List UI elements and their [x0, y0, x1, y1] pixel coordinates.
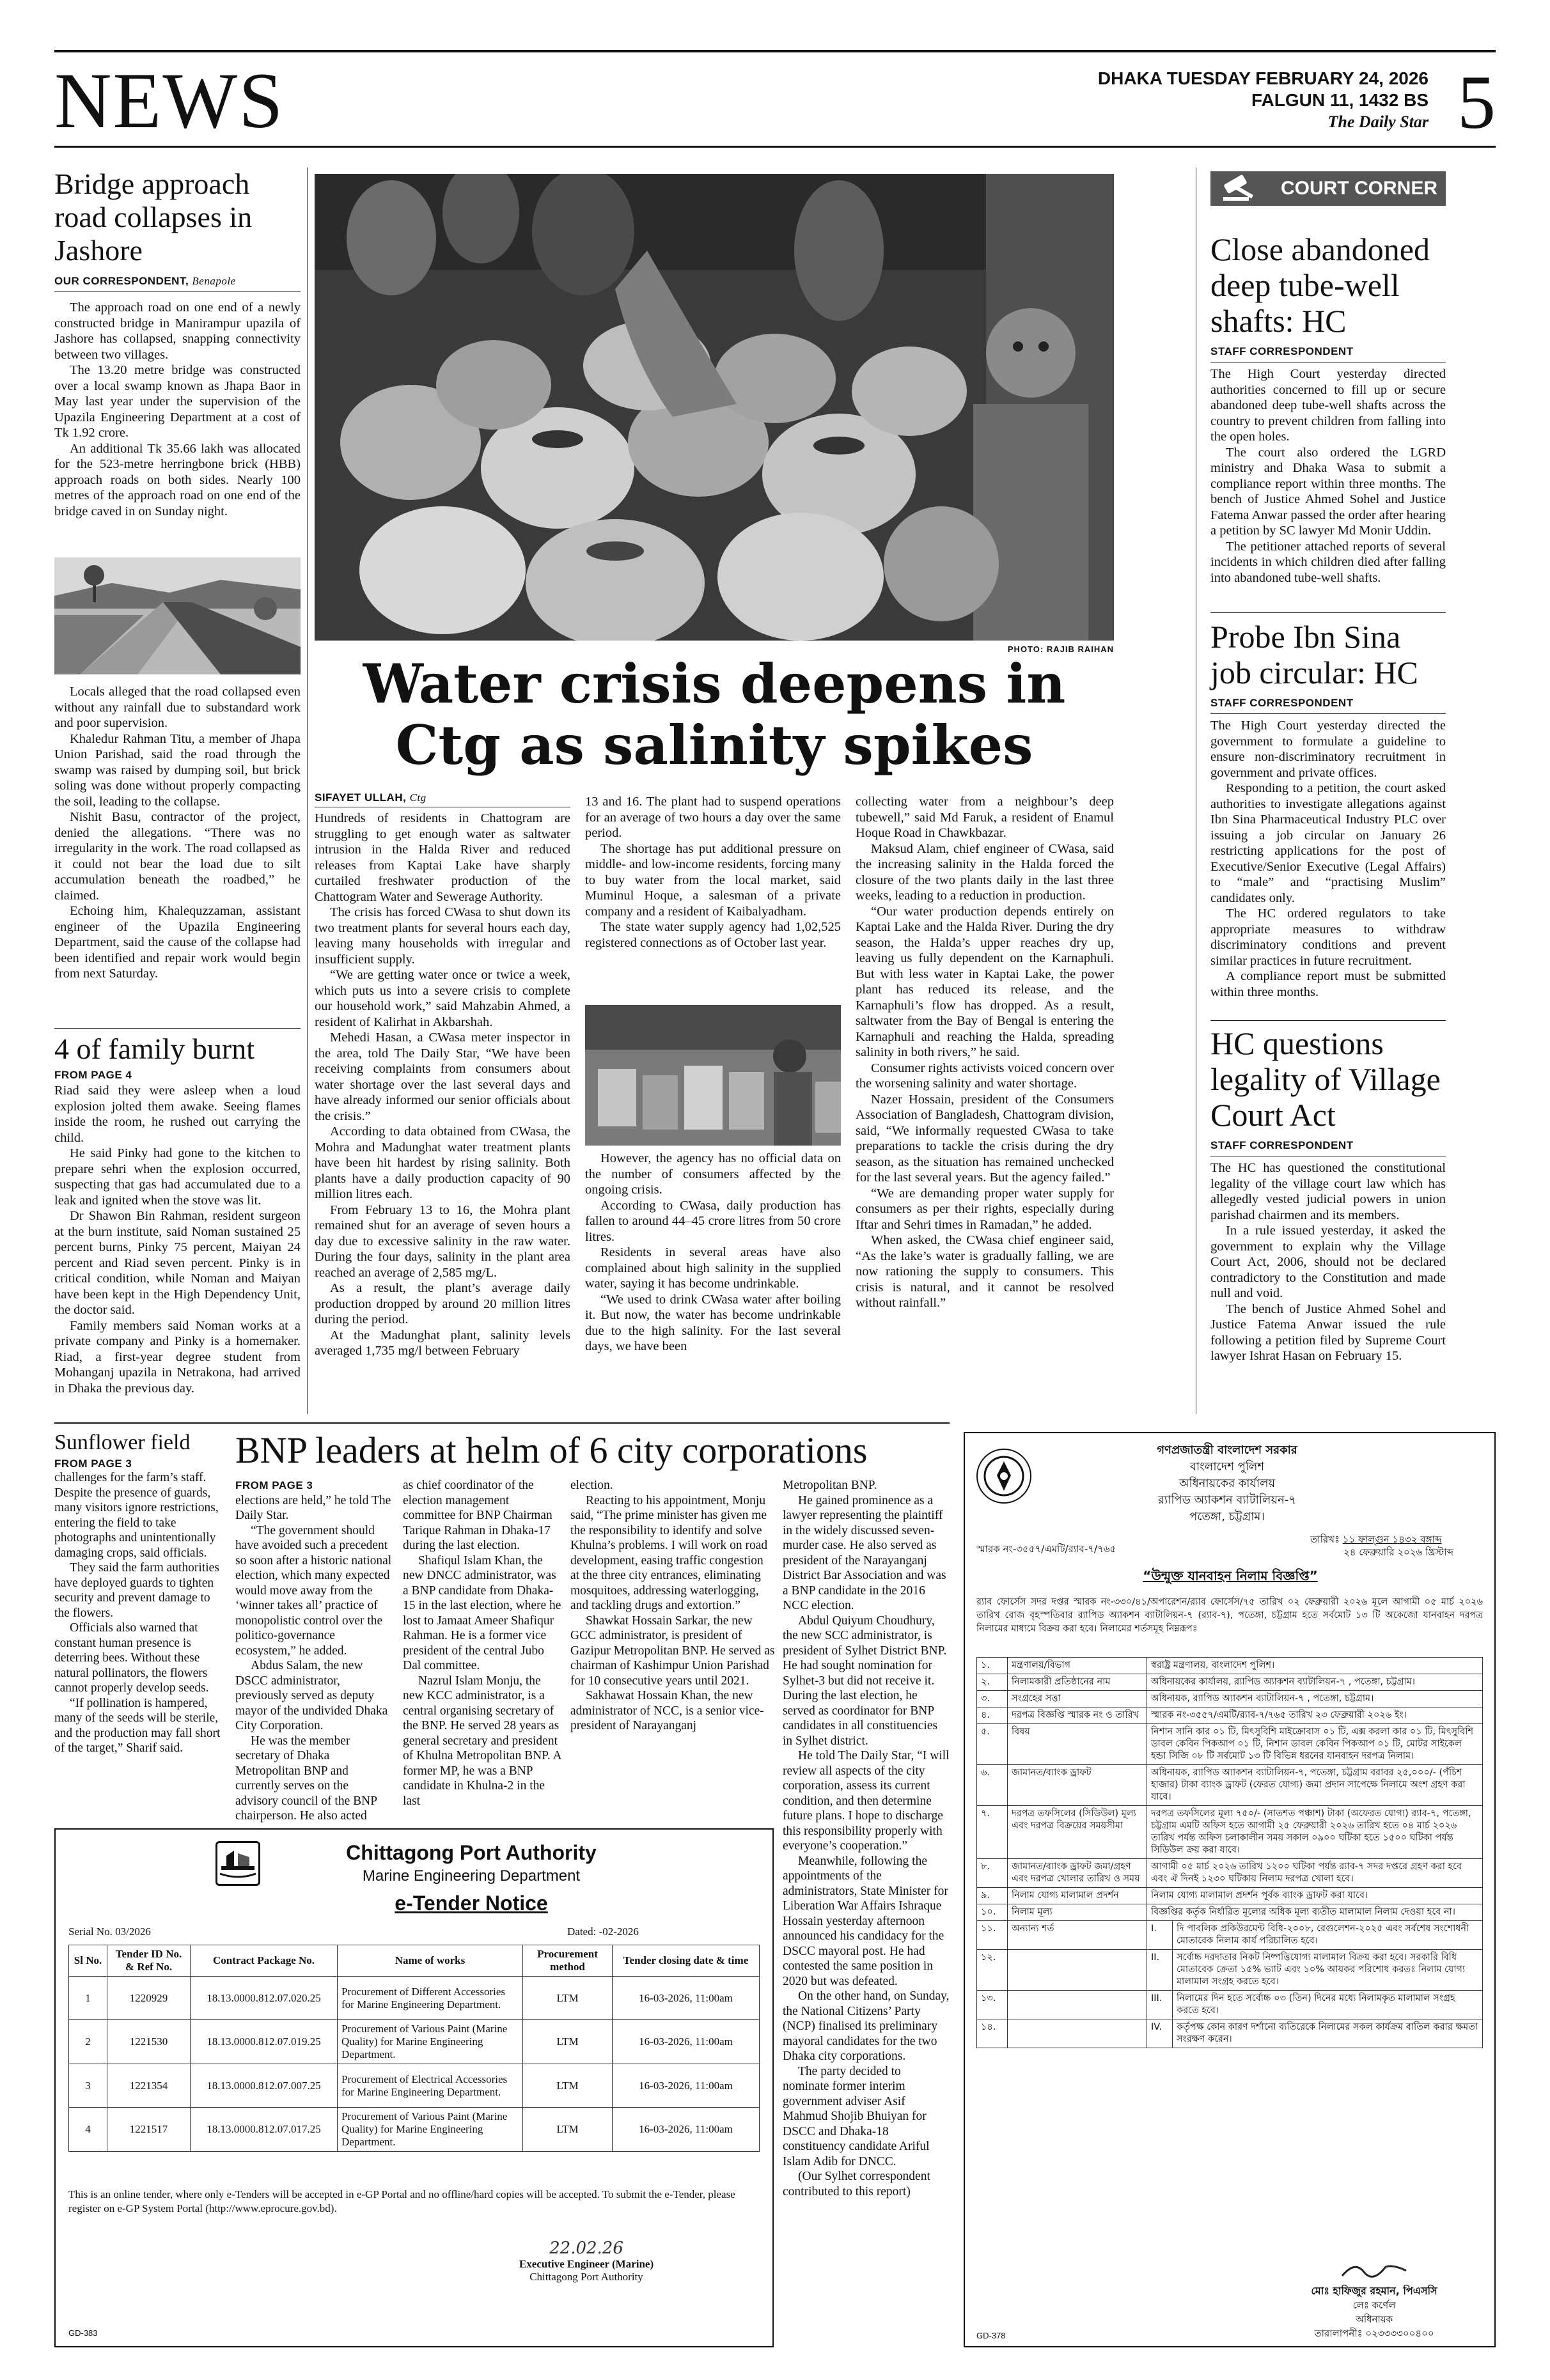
table-row: ৪. দরপত্র বিজ্ঞপ্তি স্মারক নং ও তারিখ স্মারক নং-৩৫৫৭/এমটি/র‌্যাব-৭/৭৬৫ তারিখ ২৩ ফেব্রুয়ারী ২০২৬ ইং। [977, 1707, 1483, 1724]
bridge-byline: OUR CORRESPONDENT, Benapole [54, 275, 301, 292]
bridge-headline: Bridge approach road collapses in Jashore [54, 167, 253, 267]
sunflower-jump: FROM PAGE 3 [54, 1458, 132, 1470]
masthead-bottom-rule [54, 146, 1496, 148]
court-2-body: The High Court yesterday directed the government to formulate a guideline to ensure non-discriminatory recruitment in government and private offices. Responding to a petition, the court asked authorities to investigate allegations against Ibn Sina Pharmaceutical Industry PLC over issuing a job circular on January 26 restricting applications for the post of Executive/Senior Executive (Legal Affairs) to “male” and “practising Muslim” candidates only. The HC ordered regulators to take appropriate measures to withdraw discriminatory conditions and prevent similar practices in future recruitment. A compliance report must be submitted within three months. [1210, 719, 1446, 999]
water-crisis-photo [315, 174, 1114, 641]
court-story-2 [1210, 619, 1446, 1000]
table-row: 2 1221530 18.13.0000.812.07.019.25 Procurement of Various Paint (Marine Quality) for Marine Engineering Department. LTM 16-03-2026, 11:00am [69, 2020, 760, 2064]
water-col-1: Hundreds of residents in Chattogram are struggling to get enough water as saltwater intrusion in the Halda River and reduced releases from Kaptai Lake have sharply curtailed freshwater production of the Chattogram Water and Sewerage Authority. The crisis has forced CWasa to shut down its two treatment plants for several hours each day, leaving many households with irregular and insufficient supply. “We are getting water once or twice a week, which puts us into a severe crisis to complete our household work,” said Mahzabin Ahmed, a resident of Kalirhat in Akbarshah. Mehedi Hasan, a CWasa meter inspector in the area, told The Daily Star, “We have been receiving complaints from consumers about water shortage over the last several days and have already informed our senior officials about the crisis.” According to data obtained from CWasa, the Mohra and Madunghat water treatment plants have been hit hardest by rising salinity. Both plants have a daily production capacity of 90 million litres each. From February 13 to 16, the Mohra plant remained shut for an average of seven hours a day due to excessive salinity in the raw water. During the four days, salinity in the plant area reached an average of 2,585 mg/L. As a result, the plant’s average daily production dropped by around 20 million litres during the period. At the Madunghat plant, salinity levels averaged 1,735 mg/l between February [315, 811, 570, 1358]
tender-sig-date: 22.02.26 [549, 2239, 623, 2258]
th-package: Contract Package No. [191, 1945, 338, 1977]
th-sl: Sl No. [69, 1945, 107, 1977]
table-row: ২. নিলামকারী প্রতিষ্ঠানের নাম অধিনায়কের কার্যালয়, র‌্যাপিড অ্যাকশন ব্যাটালিয়ন-৭ , পতেঙ্গা, চট্টগ্রাম। [977, 1674, 1483, 1691]
court-story-3 [1210, 1025, 1446, 1364]
water-col-3: collecting water from a neighbour’s deep tubewell,” said Md Faruk, a resident of Enamul Hoque Road in Chawkbazar. Maksud Alam, chief engineer of CWasa, said the increasing salinity in the Halda forced the closure of the two plants daily in the last three weeks, leading to a reduction in production. “Our water production depends entirely on Kaptai Lake and the Halda River. During the dry season, the Halda’s upper reaches dry up, leaving us fully dependent on the Karnaphuli. But with less water in Kaptai Lake, the power plant has reduced its release, and the Karnaphuli’s flow has dropped. As a result, saltwater from the Bay of Bengal is entering the Karnaphuli and reaching the Halda, spreading salinity in both rivers,” he said. Consumer rights activists voiced concern over the worsening salinity and water shortage. Nazer Hossain, president of the Consumers Association of Bangladesh, Chattogram division, said, “We informally requested CWasa to take preparations to tackle the crisis during the dry season, as the situation has remained unchecked for the last several years. But the agency failed.” “We are demanding proper water supply for consumers as per their rights, especially during Iftar and Sehri times in Ramadan,” he added. When asked, the CWasa chief engineer said, “As the lake’s water is gradually falling, we are now rationing the supply to consumers. This crisis is natural, and it cannot be resolved without rainfall.” [856, 795, 1114, 1310]
bnp-col-2: as chief coordinator of the election management committee for BNP Chairman Tarique Rahman in Dhaka-17 during the last election. Shafiqul Islam Khan, the new DNCC administrator, was a BNP candidate from Dhaka-15 in the last election, where he lost to Jamaat Ameer Shafiqur Rahman. He is a former vice president of the central Jubo Dal committee. Nazrul Islam Monju, the new KCC administrator, is a central organising secretary of the BNP. He served 28 years as general secretary and president of Khulna Metropolitan BNP. A former MP, he was a BNP candidate in Khulna-2 in the last [403, 1479, 561, 1808]
sunflower-body: challenges for the farm’s staff. Despite the presence of guards, many visitors ignore restrictions, entering the field to take photographs and unintentionally damaging crops, said officials. They said the farm authorities have deployed guards to tighten security and prevent damage to the flowers. Officials also warned that constant human presence is deterring bees. Without these natural pollinators, the flowers cannot properly develop seeds. “If pollination is hampered, many of the seeds will be sterile, and the production may fall short of the target,” Sharif said. [54, 1471, 221, 1755]
divider [1210, 612, 1446, 613]
rab-signature [1265, 2258, 1483, 2340]
rab-auction-ad [964, 1432, 1496, 2347]
tender-note: This is an online tender, where only e-Tenders will be accepted in e-GP Portal and no offline/hard copies will be accepted. To submit the e-Tender, please register on e-GP System Portal (http://www.eprocure.gov.bd). [68, 2188, 735, 2214]
water-col-2-bottom: However, the agency has no official data on the number of consumers affected by the ongoing crisis. According to CWasa, daily production has fallen to around 44–45 crore litres from 50 crore litres. Residents in several areas have also complained about high salinity in the supplied water, saying it has become undrinkable. “We used to drink CWasa water after boiling it. But now, the water has become undrinkable due to the high salinity. For the last several days, we have been [585, 1151, 841, 1353]
table-row: 4 1221517 18.13.0000.812.07.017.25 Procurement of Various Paint (Marine Quality) for Marine Engineering Department. LTM 16-03-2026, 11:00am [69, 2108, 760, 2152]
tender-header [273, 1841, 669, 1915]
cpa-logo-icon [215, 1841, 260, 1886]
court-3-body: The HC has questioned the constitutional legality of the village court law which has allegedly vested judicial powers in union parishad chairmen and its members. In a rule issued yesterday, it asked the government to explain why the Village Court Act, 2006, should not be declared contradictory to the Constitution and made null and void. The bench of Justice Ahmed Sohel and Justice Fatema Anwar issued the rule following a petition filed by Supreme Court lawyer Ishrat Hasan on February 15. [1210, 1161, 1446, 1363]
family-story [54, 1032, 301, 1396]
rab-table [976, 1657, 1483, 2048]
table-row: ১১. অন্যান্য শর্ত I. দি পাবলিক প্রকিউরমেন্ট বিধি-২০০৮, রেগুলেশন-২০২৫ এবং সর্বশেষ সংশোধনী মোতাবেক নিলাম কার্য পরিচালিত হবে। [977, 1921, 1483, 1950]
rab-line-5: পতেঙ্গা, চট্টগ্রাম। [1189, 1510, 1265, 1523]
tender-dated: Dated: -02-2026 [567, 1925, 639, 1938]
bnp-col-1: FROM PAGE 3 elections are held,” he told The Daily Star. “The government should have avoided such a precedent so soon after a historic national election, which many expected would move away from the ‘winner takes all’ practice of monopolistic control over the politico-governance ecosystem,” he added. Abdus Salam, the new DSCC administrator, previously served as deputy mayor of the undivided Dhaka City Corporation. He was the member secretary of Dhaka Metropolitan BNP and currently serves on the advisory council of the BNP chairperson. He also acted [235, 1479, 392, 1823]
rab-date-block [1310, 1533, 1453, 1559]
th-tender-id: Tender ID No. & Ref No. [107, 1945, 191, 1977]
sunflower-headline: Sunflower field [54, 1431, 191, 1454]
section-title: NEWS [54, 57, 285, 144]
divider [54, 1028, 301, 1029]
bridge-body-top: The approach road on one end of a newly constructed bridge in Manirampur upazila of Jashore has collapsed, snapping connectivity between two villages. The 13.20 metre bridge was constructed over a local swamp known as Jhapa Baor in May last year under the supervision of the Upazila Engineering Department at a cost of Tk 1.92 crore. An additional Tk 35.66 lakh was allocated for the 523-metre herringbone brick (HBB) approach roads on both sides. Nearly 100 metres of the approach road on one end of the bridge caved in on Sunday night. [54, 300, 301, 518]
table-row: ১২. II. সর্বোচ্চ দরদাতার নিকট নিষ্পত্তিযোগ্য মালামাল বিক্রয় করা হবে। সরকারি বিধি মোতাবেক ক্রেতা ১৫% ভ্যাট এবং ১০% আয়কর পরিশোধ করতঃ নিলাম যোগ্য মালামাল সংগ্রহ করতে হবে। [977, 1950, 1483, 1991]
masthead-top-rule [54, 50, 1496, 52]
rab-line-1: গণপ্রজাতন্ত্রী বাংলাদেশ সরকার [1157, 1443, 1297, 1457]
gavel-icon [1218, 174, 1263, 203]
rab-memo: স্মারক নং-৩৫৫৭/এমটি/র‌্যাব-৭/৭৬৫ [976, 1543, 1116, 1555]
bridge-story [54, 167, 301, 519]
tender-code: GD-383 [68, 2328, 98, 2338]
tender-sig-org: Chittagong Port Authority [529, 2271, 643, 2283]
court-1-headline: Close abandoned deep tube-well shafts: HC [1210, 231, 1430, 339]
family-headline: 4 of family burnt [54, 1032, 254, 1065]
divider [1210, 1020, 1446, 1021]
photo-credit: PHOTO: RAJIB RAIHAN [1007, 644, 1114, 654]
water-queue-photo [585, 1005, 841, 1146]
tender-signature [503, 2239, 669, 2283]
court-story-1 [1210, 231, 1446, 586]
rab-intro: র‌্যাব ফোর্সেস সদর দপ্তর স্মারক নং-৩৩০/৪১/অপারেশন/র‌্যাব ফোর্সেস/৭৫ তারিখ ০২ ফেব্রুয়ারী ২০২৬ মূলে আগামী ০৫ মার্চ ২০২৬ তারিখ রোজ বৃহস্পতিবার র‌্যাপিড অ্যাকশন ব্যাটালিয়ন-৭ (র‌্যাব-৭), পতেঙ্গা, চট্টগ্রাম হতে সর্বমোট ১৩ টি অকেজো যানবাহন দরপত্র নিলামের মাধ্যমে বিক্রয় করা হবে। নিলামের শর্তসমূহ নিম্নরূপঃ [976, 1597, 1483, 1634]
court-1-body: The High Court yesterday directed authorities concerned to fill up or secure abandoned deep tube-well shafts across the country to prevent children from falling into the open holes. The court also ordered the LGRD ministry and Dhaka Wasa to submit a compliance report within three months. The bench of Justice Ahmed Sohel and Justice Fatema Anwar passed the order after hearing a petition by SC lawyer Md Monir Uddin. The petitioner attached reports of several incidents in which children died after falling into abandoned tube-well shafts. [1210, 367, 1446, 585]
table-row: ৮. জামানত/ব্যাংক ড্রাফট জমা/গ্রহণ এবং দরপত্র খোলার তারিখ ও সময় আগামী ০৫ মার্চ ২০২৬ তারিখ ১২০০ ঘটিকা পর্যন্ত র‌্যাব-৭ সদর দপ্তরে গ্রহণ করা হবে এবং ঐ দিনই ১২৩০ ঘটিকায় নিলাম দরপত্র খোলা হবে। [977, 1859, 1483, 1888]
th-method: Procurement method [523, 1945, 613, 1977]
table-row: ১৩. III. নিলামের দিন হতে সর্বোচ্চ ০৩ (তিন) দিনের মধ্যে নিলামকৃত মালামাল সংগ্রহ করতে হবে। [977, 1991, 1483, 2019]
bridge-body-bottom: Locals alleged that the road collapsed even without any rainfall due to substandard work and poor supervision. Khaledur Rahman Titu, a member of Jhapa Union Parishad, said the road through the swamp was raised by dumping soil, but brick soling was done without properly compacting the soil, leading to the collapse. Nishit Basu, contractor of the project, denied the allegations. “There was no irregularity in the work. The road collapsed as it could not bear the load due to silt accumulation beneath the roadbed,” he claimed. Echoing him, Khalequzzaman, assistant engineer of the Upazila Engineering Department, said the cause of the collapse had been identified and repair work would begin from next Saturday. [54, 685, 301, 981]
police-emblem-icon [976, 1449, 1031, 1504]
court-2-byline: STAFF CORRESPONDENT [1210, 697, 1446, 714]
table-row: ৫. বিষয় নিশান সানি কার ০১ টি, মিৎসুবিশি মাইক্রোবাস ০১ টি, এক্স করলা কার ০১ টি, মিৎসুবিশি ডাবল কেবিন পিকআপ ০১ টি, নিশান ডাবল কেবিন পিকআপ ০১ টি, মোটর সাইকেল হন্ডা সিজি ০৮ টি সর্বমোট ১৩ টি বিভিন্ন ধরনের যানবাহন দরপত্র নিলাম। [977, 1724, 1483, 1765]
table-row: ১. মন্ত্রণালয়/বিভাগ স্বরাষ্ট্র মন্ত্রণালয়, বাংলাদেশ পুলিশ। [977, 1658, 1483, 1674]
rab-date-label: তারিখঃ [1310, 1534, 1340, 1545]
family-jump: FROM PAGE 4 [54, 1069, 132, 1081]
tender-sig-title: Executive Engineer (Marine) [519, 2258, 654, 2270]
tender-table-header [69, 1945, 760, 1977]
tender-dept: Marine Engineering Department [362, 1867, 581, 1885]
bridge-photo [54, 557, 301, 674]
date-bangla: FALGUN 11, 1432 BS [1251, 90, 1429, 110]
table-row: ১৪. IV. কর্তৃপক্ষ কোন কারণ দর্শানো ব্যতিরেকে নিলামের সকল কার্যক্রম বাতিল করার ক্ষমতা সংরক্ষণ করেন। [977, 2019, 1483, 2048]
court-3-headline: HC questions legality of Village Court Act [1210, 1025, 1441, 1133]
divider [54, 1422, 950, 1424]
bnp-col-4: Metropolitan BNP. He gained prominence as a lawyer representing the plaintiff in the widely discussed seven-murder case. He also served as president of the Narayanganj District Bar Association and was a BNP candidate in the 2016 NCC election. Abdul Quiyum Choudhury, the new SCC administrator, is president of Sylhet District BNP. He had sought nomination for Sylhet-3 but did not receive it. During the last election, he served as coordinator for BNP candidates in all constituencies in Sylhet district. He told The Daily Star, “I will review all aspects of the city corporation, assess its current condition, and then determine future plans. I hope to discharge this responsibility properly with everyone’s cooperation.” Meanwhile, following the appointments of the administrators, State Minister for Liberation War Affairs Ishraque Hossain yesterday afternoon announced his candidacy for the DSCC mayoral post. He had contested the same position in 2020 but was defeated. On the other hand, on Sunday, the National Citizens’ Party (NCP) finalised its preliminary mayoral candidates for the two Dhaka city corporations. The party decided to nominate former interim government adviser Asif Mahmud Shojib Bhuiyan for DSCC and Dhaka-18 constituency candidate Ariful Islam Adib for DNCC. (Our Sylhet correspondent contributed to this report) [783, 1479, 950, 2198]
tender-ad [54, 1828, 774, 2347]
rab-sig-role: অধিনায়ক [1355, 2314, 1393, 2325]
tender-table [68, 1945, 760, 2152]
rab-date-1: ১১ ফাল্গুন ১৪৩২ বঙ্গাব্দ [1342, 1534, 1442, 1545]
rab-sig-phone: তারালাপনীঃ ০২৩৩৩৩০০৪০০ [1314, 2328, 1434, 2339]
rab-sig-name: মোঃ হাফিজুর রহমান, পিএসসি [1311, 2285, 1437, 2297]
rab-code: GD-378 [976, 2331, 1006, 2340]
court-3-byline: STAFF CORRESPONDENT [1210, 1139, 1446, 1156]
dateline [1098, 68, 1429, 133]
date-english: DHAKA TUESDAY FEBRUARY 24, 2026 [1097, 68, 1429, 88]
th-closing: Tender closing date & time [613, 1945, 760, 1977]
rab-sig-rank: লেঃ কর্ণেল [1352, 2299, 1396, 2311]
rab-header [1035, 1442, 1419, 1525]
tender-org: Chittagong Port Authority [346, 1841, 597, 1864]
rab-line-2: বাংলাদেশ পুলিশ [1189, 1460, 1265, 1474]
tender-serial: Serial No. 03/2026 [68, 1925, 151, 1938]
paper-name: The Daily Star [1327, 113, 1429, 131]
court-1-byline: STAFF CORRESPONDENT [1210, 345, 1446, 362]
water-headline: Water crisis deepens in Ctg as salinity spikes [363, 652, 1066, 777]
rab-line-4: র‌্যাপিড অ্যাকশন ব্যাটালিয়ন-৭ [1157, 1493, 1296, 1507]
water-col-2-top: 13 and 16. The plant had to suspend operations for an average of two hours a day over the same period. The shortage has put additional pressure on middle- and low-income residents, forcing many to buy water from the local market, said Muminul Hoque, a salesman of a private company and a resident of Kaibalyadham. The state water supply agency had 1,02,525 registered connections as of October last year. [585, 795, 841, 950]
th-works: Name of works [338, 1945, 523, 1977]
table-row: ৬. জামানত/ব্যাংক ড্রাফট অধিনায়ক, র‌্যাপিড অ্যাকশন ব্যাটালিয়ন-৭, পতেঙ্গা, চট্টগ্রাম বরাবর ২৫,০০০/- (পঁচিশ হাজার) টাকা ব্যাংক ড্রাফট (ফেরত যোগ্য) জমা প্রদান সাপেক্ষে নিলামে অংশ গ্রহণ করা যাবে। [977, 1765, 1483, 1806]
court-2-headline: Probe Ibn Sina job circular: HC [1210, 619, 1418, 690]
column-rule [307, 167, 308, 1414]
tender-title: e-Tender Notice [395, 1892, 548, 1915]
rab-line-3: অধিনায়কের কার্যালয় [1178, 1477, 1276, 1490]
court-corner-label: COURT CORNER [1281, 178, 1437, 199]
bnp-col-3: election. Reacting to his appointment, Monju said, “The prime minister has given me the responsibility to identify and solve Khulna’s problems. I will work on road development, easing traffic congestion at the three city entrances, eliminating mosquitoes, addressing waterlogging, and tackling drugs and extortion.” Shawkat Hossain Sarkar, the new GCC administrator, is president of Gazipur Metropolitan BNP. He served as chairman of Kashimpur Union Parishad for 10 consecutive years until 2021. Sakhawat Hossain Khan, the new administrator of NCC, is a senior vice-president of Narayanganj [570, 1479, 775, 1732]
table-row: ৭. দরপত্র তফসিলের (সিডিউল) মূল্য এবং দরপত্র বিক্রয়ের সময়সীমা দরপত্র তফসিলের মূল্য ৭৫০/- (সাতশত পঞ্চাশ) টাকা (অফেরত যোগ্য) র‌্যাব-৭, পতেঙ্গা, চট্টগ্রাম এমটি অফিস হতে আগামী ২৫ ফেব্রুয়ারী ২০২৬ তারিখ হতে ০৪ মার্চ ২০২৬ তারিখ পর্যন্ত অফিস চলাকালীন সময় সকাল ০৯০০ ঘটিকা হতে ১৫০০ ঘটিকা পর্যন্ত সিডিউল ক্রয় করা যাবে। [977, 1806, 1483, 1859]
family-body: Riad said they were asleep when a loud explosion jolted them awake. Seeing flames inside the room, he rushed out carrying the child. He said Pinky had gone to the kitchen to prepare sehri when the explosion occurred, suspecting that gas had accumulated due to a leak and ignited when the stove was lit. Dr Shawon Bin Rahman, resident surgeon at the burn institute, said Noman sustained 25 percent burns, Pinky 75 percent, Maiyan 24 percent and Riad seven percent. Pinky is in critical condition, while Noman and Maiyan have been kept in the High Dependency Unit, the doctor said. Family members said Noman works at a private company and Pinky is a homemaker. Riad, a first-year degree student from Mohanganj upazila in Netrakona, had arrived in Dhaka the previous day. [54, 1084, 301, 1396]
table-row: 1 1220929 18.13.0000.812.07.020.25 Procurement of Different Accessories for Marine Engineering Department. LTM 16-03-2026, 11:00am [69, 1977, 760, 2020]
table-row: ১০. নিলাম মূল্য বিজ্ঞপ্তির কর্তৃক নির্ধারিত মূল্যের অধিক মূল্য ব্যতীত মালামাল নিলাম দেওয়া হবে না। [977, 1904, 1483, 1921]
table-row: ৯. নিলাম যোগ্য মালামাল প্রদর্শন নিলাম যোগ্য মালামাল প্রদর্শন পূর্বক ব্যাংক ড্রাফট করা যাবে। [977, 1888, 1483, 1904]
bnp-headline: BNP leaders at helm of 6 city corporations [235, 1429, 868, 1471]
rab-date-2: ২৪ ফেব্রুয়ারি ২০২৬ খ্রিস্টাব্দ [1343, 1546, 1453, 1558]
table-row: ৩. সংগ্রহের সত্তা অধিনায়ক, র‌্যাপিড অ্যাকশন ব্যাটালিয়ন-৭ , পতেঙ্গা, চট্টগ্রাম। [977, 1691, 1483, 1707]
table-row: 3 1221354 18.13.0000.812.07.007.25 Procurement of Electrical Accessories for Marine Engineering Department. LTM 16-03-2026, 11:00am [69, 2064, 760, 2108]
page-number: 5 [1457, 59, 1496, 144]
rab-title: “উন্মুক্ত যানবাহন নিলাম বিজ্ঞপ্তি” [1143, 1568, 1318, 1583]
water-byline: SIFAYET ULLAH, Ctg [315, 791, 427, 804]
sunflower-story [54, 1429, 224, 1756]
signature-scribble-icon [1336, 2258, 1413, 2281]
